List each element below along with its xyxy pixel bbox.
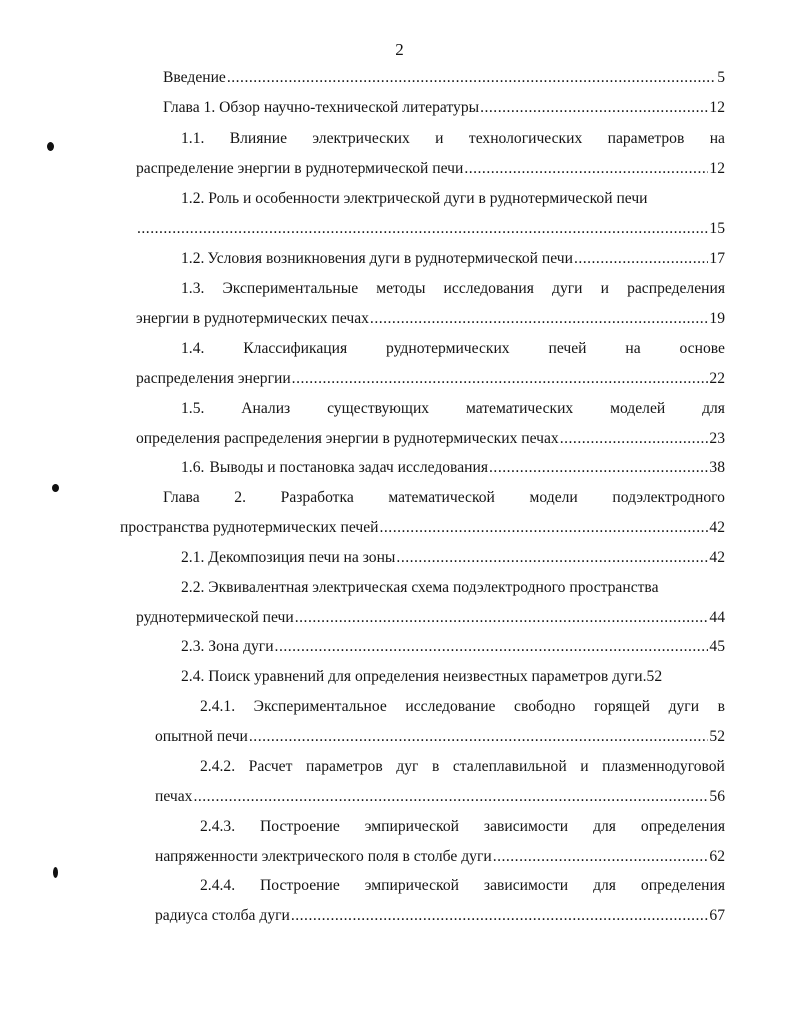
- toc-text: Выводы и постановка задач исследования: [209, 459, 489, 476]
- toc-text: Построение: [260, 818, 340, 835]
- toc-text: 2.1. Декомпозиция печи на зоны: [181, 549, 396, 566]
- toc-text: Глава: [163, 489, 200, 506]
- toc-text: исследования: [443, 280, 534, 297]
- toc-entry-1-2-role-cont: [136, 219, 725, 239]
- toc-leader-dots: [291, 906, 709, 926]
- toc-leader-dots: [193, 787, 708, 807]
- toc-text: свободно: [514, 698, 576, 715]
- toc-leader-dots: [227, 68, 716, 88]
- toc-text: в: [717, 698, 725, 715]
- toc-text: 1.2.: [181, 250, 205, 267]
- toc-text: дуги: [668, 698, 700, 715]
- toc-text: пространства руднотермических печей: [120, 519, 379, 536]
- toc-text: 22: [709, 370, 725, 387]
- toc-text: параметров: [607, 130, 685, 147]
- toc-text: Условия возникновения дуги в руднотермической печи: [207, 250, 573, 267]
- toc-entry-2-4-4-cont: [155, 906, 725, 926]
- toc-leader-dots: [464, 159, 708, 179]
- toc-entry-2-4: [181, 667, 741, 687]
- toc-entry-2-3: [181, 637, 725, 657]
- toc-text: Разработка: [280, 489, 354, 506]
- toc-text: 45: [709, 638, 725, 655]
- toc-text: руднотермических: [386, 340, 510, 357]
- toc-text: и: [435, 130, 444, 147]
- toc-text: опытной печи: [155, 728, 248, 745]
- toc-leader-dots: [370, 309, 708, 329]
- toc-text: эмпирической: [364, 877, 459, 894]
- toc-leader-dots: [380, 518, 709, 538]
- toc-text: 2.4.2.: [200, 758, 236, 775]
- toc-leader-dots: [396, 548, 708, 568]
- toc-entry-2-1: [181, 548, 725, 568]
- toc-text: 67: [709, 907, 725, 924]
- page-number: 2: [395, 40, 404, 59]
- toc-text: для: [593, 818, 616, 835]
- toc-text: 23: [709, 430, 725, 447]
- toc-text: основе: [679, 340, 725, 357]
- toc-text: 44: [709, 609, 725, 626]
- toc-entry-2-4-4: [200, 876, 725, 896]
- toc-leader-dots: [249, 727, 709, 747]
- scan-mark-top: [47, 142, 54, 151]
- toc-text: Анализ: [241, 400, 291, 417]
- toc-text: сталеплавильной: [452, 758, 567, 775]
- toc-entry-2-4-1-cont: [155, 727, 725, 747]
- toc-text: 42: [709, 519, 725, 536]
- toc-text: 2.4.3.: [200, 818, 236, 835]
- toc-text: руднотермической печи: [136, 609, 294, 626]
- toc-text: Построение: [260, 877, 340, 894]
- toc-text: моделей: [610, 400, 666, 417]
- toc-text: 52: [709, 728, 725, 745]
- toc-text: методы: [376, 280, 426, 297]
- toc-text: радиуса столба дуги: [155, 907, 290, 924]
- toc-text: 15: [709, 220, 725, 237]
- toc-text: дуги: [552, 280, 583, 297]
- toc-text: Введение: [163, 69, 226, 86]
- toc-text: 56: [709, 788, 725, 805]
- toc-leader-dots: [295, 608, 709, 628]
- toc-text: математической: [388, 489, 495, 506]
- toc-entry-2-2-cont: [136, 608, 725, 628]
- toc-text: технологических: [468, 130, 583, 147]
- toc-text: Расчет: [248, 758, 293, 775]
- scan-mark-middle: [52, 484, 59, 492]
- toc-entry-2-4-2: [200, 757, 725, 777]
- toc-text: для: [702, 400, 725, 417]
- toc-text: в: [431, 758, 440, 775]
- toc-entry-1-1: [181, 129, 725, 149]
- toc-text: 52: [646, 668, 663, 685]
- toc-text: Влияние: [229, 130, 288, 147]
- scan-mark-bottom: [53, 867, 58, 878]
- toc-text: определения распределения энергии в руднотермических печах: [136, 430, 559, 447]
- toc-text: определения: [640, 877, 725, 894]
- toc-text: горящей: [593, 698, 651, 715]
- toc-text: 5: [717, 69, 725, 86]
- toc-text: 1.5.: [181, 400, 205, 417]
- toc-leader-dots: [489, 458, 708, 478]
- toc-text: электрических: [312, 130, 410, 147]
- toc-text: 1.4.: [181, 340, 205, 357]
- toc-entry-1-2-role: [181, 189, 725, 209]
- toc-entry-1-3: [181, 279, 725, 299]
- toc-text: 1.2. Роль и особенности электрической дуги в руднотермической печи: [181, 190, 648, 207]
- toc-text: 38: [709, 459, 725, 476]
- toc-text: 12: [709, 160, 725, 177]
- toc-leader-dots: [275, 637, 709, 657]
- toc-entry-1-4: [181, 339, 725, 359]
- toc-entry-1-5: [181, 399, 725, 419]
- toc-text: зависимости: [483, 818, 569, 835]
- toc-text: энергии в руднотермических печах: [136, 310, 369, 327]
- toc-leader-dots: [493, 847, 709, 867]
- toc-text: 2.3. Зона дуги: [181, 638, 274, 655]
- toc-text: печей: [548, 340, 587, 357]
- toc-text: существующих: [327, 400, 430, 417]
- toc-text: распределение энергии в руднотермической печи: [136, 160, 464, 177]
- toc-entry-2-4-1: [200, 697, 725, 717]
- toc-text: дуг: [396, 758, 419, 775]
- toc-text: 12: [709, 99, 725, 116]
- toc-text: 2.4.4.: [200, 877, 236, 894]
- toc-entry-2-4-3-cont: [155, 847, 725, 867]
- toc-text: распределения: [627, 280, 725, 297]
- toc-text: 1.1.: [181, 130, 205, 147]
- toc-entry-2-2: [181, 578, 725, 598]
- toc-text: 62: [709, 848, 725, 865]
- toc-text: зависимости: [483, 877, 569, 894]
- toc-text: 2.4. Поиск уравнений для определения неизвестных параметров дуги.: [181, 668, 647, 685]
- toc-entry-2-4-2-cont: [155, 787, 725, 807]
- toc-text: 17: [709, 250, 725, 267]
- toc-entry-chapter-2-cont: [120, 518, 725, 538]
- toc-entry-1-3-cont: [136, 309, 725, 329]
- toc-text: Экспериментальное: [253, 698, 387, 715]
- toc-text: напряженности электрического поля в столбе дуги: [155, 848, 492, 865]
- toc-entry-2-4-3: [200, 817, 725, 837]
- toc-text: на: [709, 130, 725, 147]
- toc-text: модели: [529, 489, 578, 506]
- toc-entry-chapter-2: [163, 488, 725, 508]
- toc-text: параметров: [305, 758, 383, 775]
- toc-text: математических: [465, 400, 574, 417]
- toc-text: определения: [640, 818, 725, 835]
- toc-text: 2.: [234, 489, 246, 506]
- toc-text: и: [600, 280, 609, 297]
- toc-text: на: [625, 340, 641, 357]
- toc-text: печах: [155, 788, 193, 805]
- toc-text: и: [580, 758, 589, 775]
- toc-text: подэлектродного: [612, 489, 725, 506]
- toc-text: исследование: [405, 698, 496, 715]
- toc-text: 1.3.: [181, 280, 205, 297]
- toc-leader-dots: [480, 98, 708, 118]
- toc-text: Классификация: [243, 340, 348, 357]
- toc-text: плазменнодуговой: [602, 758, 725, 775]
- toc-text: для: [593, 877, 616, 894]
- toc-entry-1-2-conditions: [181, 249, 725, 269]
- toc-text: 2.2. Эквивалентная электрическая схема подэлектродного пространства: [181, 579, 659, 596]
- toc-entry-1-6: [181, 458, 725, 478]
- toc-leader-dots: [560, 429, 709, 449]
- toc-entry-1-5-cont: [136, 429, 725, 449]
- toc-entry-1-4-cont: [136, 369, 725, 389]
- toc-entry-introduction: [163, 68, 725, 88]
- toc-text: распределения энергии: [136, 370, 291, 387]
- toc-text: Экспериментальные: [222, 280, 359, 297]
- toc-text: 1.6.: [181, 459, 205, 476]
- toc-text: 2.4.1.: [200, 698, 236, 715]
- toc-text: 19: [709, 310, 725, 327]
- toc-text: 42: [709, 549, 725, 566]
- toc-text: эмпирической: [364, 818, 459, 835]
- toc-leader-dots: [574, 249, 708, 269]
- toc-leader-dots: [137, 219, 708, 239]
- toc-leader-dots: [292, 369, 709, 389]
- toc-entry-1-1-cont: [136, 159, 725, 179]
- toc-text: Глава 1. Обзор научно-технической литературы: [163, 99, 480, 116]
- toc-entry-chapter-1: [163, 98, 725, 118]
